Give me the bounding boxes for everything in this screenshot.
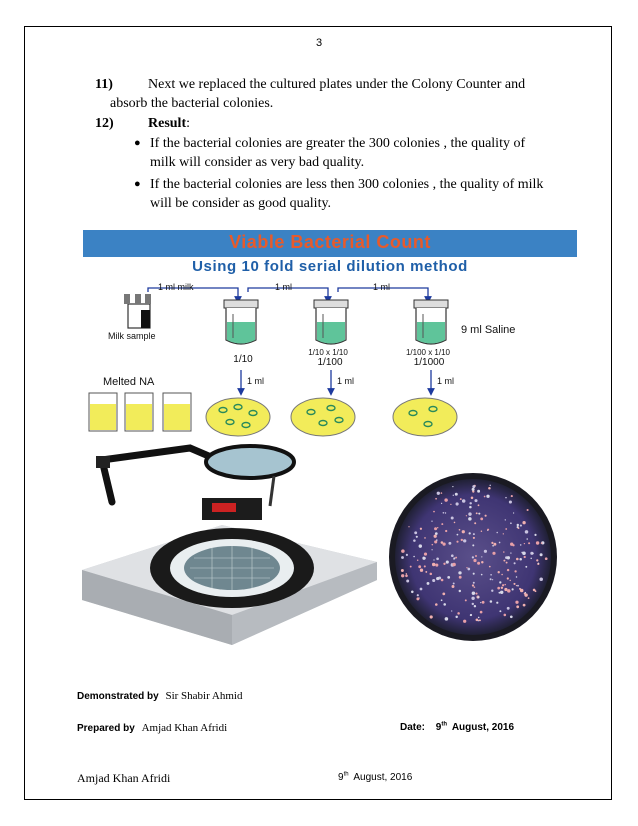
colony-dot bbox=[471, 597, 474, 600]
colony-dot bbox=[453, 495, 454, 496]
colony-dot bbox=[448, 542, 451, 545]
colony-dot bbox=[519, 558, 522, 561]
demonstrated-by bbox=[77, 690, 242, 702]
colony-dot bbox=[474, 605, 476, 607]
colony-dot bbox=[401, 574, 404, 577]
colony-dot bbox=[430, 615, 433, 618]
colony-dot bbox=[540, 553, 543, 556]
transfer-label: 1 ml bbox=[373, 282, 391, 292]
colony-dot bbox=[424, 565, 426, 567]
colony-dot bbox=[520, 589, 524, 593]
colony-dot bbox=[430, 573, 433, 576]
colony-dot bbox=[452, 585, 455, 588]
colony-dot bbox=[419, 544, 422, 547]
result-heading-text: Result bbox=[148, 116, 187, 131]
bullet-icon: ● bbox=[134, 137, 141, 149]
diagram-title: Viable Bacterial Count bbox=[229, 232, 431, 252]
colony-dot bbox=[462, 530, 465, 533]
colony-dot bbox=[460, 498, 462, 500]
colony-dot bbox=[472, 603, 474, 605]
colony-dot bbox=[535, 590, 537, 592]
plate-transfer-label: 1 ml bbox=[437, 376, 455, 386]
colony-dot bbox=[492, 545, 494, 547]
colony-dot bbox=[442, 542, 445, 545]
colony-dot bbox=[450, 504, 451, 505]
demonstrator-name: Sir Shabir Ahmid bbox=[165, 690, 243, 702]
colony-dot bbox=[545, 557, 548, 560]
dilution-label-1: 1/10 bbox=[233, 354, 253, 365]
colony-dot bbox=[445, 512, 446, 513]
colony-dot bbox=[514, 562, 516, 564]
date bbox=[400, 722, 514, 733]
colony-dot bbox=[463, 620, 466, 623]
colony-dot bbox=[445, 617, 449, 621]
colony-dot bbox=[424, 537, 426, 539]
colony-dot bbox=[452, 563, 456, 567]
footer-day: 9 bbox=[338, 772, 344, 783]
colony-counter-image bbox=[72, 440, 384, 652]
colony-dot bbox=[437, 527, 438, 528]
colony-dot bbox=[465, 599, 467, 601]
colony-dot bbox=[510, 580, 511, 581]
colony-dot bbox=[413, 539, 416, 542]
colony-dot bbox=[524, 593, 527, 596]
colony-dot bbox=[401, 549, 405, 553]
colony-dot bbox=[511, 495, 513, 497]
colony-dot bbox=[401, 569, 404, 572]
bullet-text-line: will be consider as good quality. bbox=[150, 196, 332, 211]
colony-dot bbox=[441, 492, 443, 494]
colony-dot bbox=[490, 574, 492, 576]
colony-dot bbox=[517, 524, 519, 526]
step-text-line: Next we replaced the cultured plates under the Colony Counter and bbox=[148, 77, 526, 92]
colony-dot bbox=[489, 566, 491, 568]
colony-dot bbox=[416, 597, 419, 600]
colony-dot bbox=[414, 531, 417, 534]
colony-dot bbox=[451, 554, 454, 557]
bullet-text-line: If the bacterial colonies are less then 300 colonies , the quality of milk bbox=[150, 177, 544, 192]
footer-day-suffix: th bbox=[343, 771, 349, 778]
colony-dot bbox=[536, 541, 539, 544]
colony-dot bbox=[499, 610, 501, 612]
colony-dot bbox=[470, 614, 472, 616]
petri-plate-3 bbox=[393, 398, 457, 436]
colony-dot bbox=[435, 564, 438, 567]
colony-dot bbox=[469, 502, 471, 504]
result-heading-colon: : bbox=[186, 116, 191, 131]
preparer-name: Amjad Khan Afridi bbox=[141, 722, 228, 734]
colony-dot bbox=[504, 584, 505, 585]
colony-dot bbox=[466, 515, 467, 516]
colony-dot bbox=[522, 521, 525, 524]
milk-sample-tube bbox=[124, 294, 151, 328]
colony-dot bbox=[539, 577, 543, 581]
colony-dot bbox=[502, 584, 504, 586]
colony-dot bbox=[437, 492, 440, 495]
colony-dot bbox=[496, 532, 498, 534]
bullet-icon: ● bbox=[134, 178, 141, 190]
dilution-calc-3: 1/100 x 1/10 bbox=[405, 348, 451, 357]
saline-tube-3 bbox=[414, 300, 448, 344]
colony-dot bbox=[532, 553, 534, 555]
colony-dot bbox=[422, 557, 425, 560]
colony-dot bbox=[433, 559, 434, 560]
colony-dot bbox=[515, 601, 518, 604]
dilution-label-3: 1/1000 bbox=[413, 357, 445, 368]
colony-dot bbox=[436, 577, 439, 580]
colony-dot bbox=[432, 544, 434, 546]
colony-dot bbox=[455, 493, 458, 496]
colony-dot bbox=[469, 532, 471, 534]
colony-dot bbox=[499, 592, 501, 594]
colony-dot bbox=[451, 517, 454, 520]
colony-dot bbox=[475, 555, 477, 557]
colony-dot bbox=[507, 569, 509, 571]
colony-dot bbox=[498, 571, 500, 573]
colony-dot bbox=[451, 610, 452, 611]
colony-dot bbox=[507, 577, 509, 579]
colony-dot bbox=[452, 486, 453, 487]
colony-dot bbox=[431, 549, 432, 550]
colony-dot bbox=[512, 588, 514, 590]
colony-dot bbox=[477, 490, 480, 493]
transfer-label: 1 ml bbox=[275, 282, 293, 292]
colony-dot bbox=[510, 522, 512, 524]
step-text-line: absorb the bacterial colonies. bbox=[110, 96, 274, 111]
colony-dot bbox=[493, 543, 496, 546]
step-number: 12) bbox=[95, 116, 114, 131]
colony-dot bbox=[435, 498, 437, 500]
colony-dot bbox=[518, 527, 520, 529]
colony-dot bbox=[427, 582, 430, 585]
colony-dot bbox=[526, 538, 528, 540]
colony-dot bbox=[466, 567, 467, 568]
prepared-by bbox=[77, 722, 227, 734]
colony-dot bbox=[458, 571, 461, 574]
colony-dot bbox=[481, 574, 483, 576]
colony-dot bbox=[467, 568, 470, 571]
colony-dot bbox=[436, 539, 438, 541]
colony-dot bbox=[478, 513, 480, 515]
colony-dot bbox=[490, 600, 493, 603]
plate-transfer-label: 1 ml bbox=[337, 376, 355, 386]
prepared-label: Prepared by bbox=[77, 723, 135, 734]
colony-dot bbox=[481, 561, 483, 563]
result-heading bbox=[148, 114, 190, 133]
petri-plate-1 bbox=[206, 398, 270, 436]
colony-dot bbox=[420, 588, 423, 591]
petri-dish-image bbox=[386, 470, 560, 644]
colony-dot bbox=[524, 556, 526, 558]
colony-dot bbox=[468, 517, 472, 521]
colony-dot bbox=[480, 518, 483, 521]
colony-dot bbox=[503, 551, 505, 553]
colony-dot bbox=[480, 602, 481, 603]
melted-na-label: Melted NA bbox=[103, 376, 155, 388]
colony-dot bbox=[478, 617, 480, 619]
colony-dot bbox=[420, 569, 423, 572]
colony-dot bbox=[492, 579, 493, 580]
colony-dot bbox=[443, 512, 445, 514]
colony-dot bbox=[472, 485, 475, 488]
colony-dot bbox=[474, 586, 476, 588]
colony-dot bbox=[513, 583, 515, 585]
colony-dot bbox=[416, 536, 418, 538]
colony-dot bbox=[456, 541, 458, 543]
colony-dot bbox=[469, 506, 472, 509]
colony-dot bbox=[443, 563, 445, 565]
colony-dot bbox=[453, 558, 455, 560]
colony-dot bbox=[503, 533, 504, 534]
colony-dot bbox=[459, 576, 462, 579]
colony-dot bbox=[481, 556, 482, 557]
colony-dot bbox=[487, 529, 489, 531]
colony-dot bbox=[457, 612, 460, 615]
colony-dot bbox=[401, 556, 404, 559]
milk-sample-label: Milk sample bbox=[108, 331, 156, 341]
colony-dot bbox=[528, 597, 530, 599]
colony-dot bbox=[536, 559, 538, 561]
colony-dot bbox=[417, 560, 418, 561]
colony-dot bbox=[441, 523, 443, 525]
colony-dot bbox=[525, 566, 527, 568]
plate-transfer-label: 1 ml bbox=[247, 376, 265, 386]
colony-dot bbox=[436, 557, 439, 560]
colony-dot bbox=[472, 544, 474, 546]
date-value: August, 2016 bbox=[451, 722, 515, 733]
colony-dot bbox=[513, 512, 514, 513]
colony-dot bbox=[420, 528, 422, 530]
colony-dot bbox=[446, 561, 449, 564]
colony-dot bbox=[506, 562, 508, 564]
colony-dot bbox=[405, 575, 408, 578]
bullet-text-line: If the bacterial colonies are greater the 300 colonies , the quality of bbox=[150, 136, 526, 151]
colony-dot bbox=[406, 580, 409, 583]
colony-dot bbox=[441, 503, 442, 504]
colony-dot bbox=[447, 576, 450, 579]
colony-dot bbox=[425, 571, 427, 573]
colony-dot bbox=[445, 530, 447, 532]
saline-tube-1 bbox=[224, 300, 258, 344]
colony-dot bbox=[480, 611, 483, 614]
colony-dot bbox=[499, 542, 501, 544]
colony-dot bbox=[435, 603, 438, 606]
colony-dot bbox=[468, 512, 471, 515]
colony-dot bbox=[410, 566, 412, 568]
colony-dot bbox=[481, 530, 482, 531]
colony-dot bbox=[501, 587, 503, 589]
colony-dot bbox=[523, 604, 526, 607]
colony-dot bbox=[514, 570, 516, 572]
colony-dot bbox=[472, 584, 474, 586]
colony-dot bbox=[477, 562, 480, 565]
colony-dot bbox=[504, 588, 507, 591]
colony-dot bbox=[459, 529, 461, 531]
colony-dot bbox=[474, 499, 477, 502]
colony-dot bbox=[478, 504, 480, 506]
colony-dot bbox=[434, 527, 437, 530]
colony-dot bbox=[538, 563, 539, 564]
colony-dot bbox=[525, 530, 529, 534]
diagram-subtitle: Using 10 fold serial dilution method bbox=[192, 258, 468, 275]
colony-dot bbox=[491, 542, 493, 544]
colony-dot bbox=[413, 556, 415, 558]
colony-dot bbox=[475, 593, 477, 595]
colony-dot bbox=[524, 543, 525, 544]
serial-dilution-diagram bbox=[83, 230, 577, 440]
colony-dot bbox=[516, 558, 519, 561]
colony-dot bbox=[479, 619, 481, 621]
colony-dot bbox=[505, 497, 507, 499]
colony-dot bbox=[504, 614, 507, 617]
colony-dot bbox=[433, 511, 435, 513]
bullet-text-line: milk will consider as very bad quality. bbox=[150, 155, 365, 170]
colony-dot bbox=[455, 616, 457, 618]
colony-dot bbox=[485, 515, 487, 517]
colony-dot bbox=[527, 509, 529, 511]
colony-dot bbox=[484, 496, 486, 498]
colony-dot bbox=[455, 557, 457, 559]
step-number: 11) bbox=[95, 77, 113, 92]
colony-dot bbox=[507, 556, 510, 559]
colony-dot bbox=[435, 532, 438, 535]
colony-dot bbox=[411, 591, 414, 594]
colony-dot bbox=[456, 502, 459, 505]
demonstrated-label: Demonstrated by bbox=[77, 691, 159, 702]
colony-dot bbox=[431, 521, 432, 522]
colony-dot bbox=[497, 587, 500, 590]
footer-date-value: August, 2016 bbox=[353, 772, 413, 783]
colony-dot bbox=[507, 589, 511, 593]
colony-dot bbox=[444, 498, 447, 501]
colony-dot bbox=[516, 576, 517, 577]
date-suffix: th bbox=[441, 721, 448, 728]
colony-dot bbox=[492, 552, 495, 555]
colony-dot bbox=[473, 533, 475, 535]
colony-dot bbox=[461, 539, 463, 541]
colony-dot bbox=[486, 495, 489, 498]
colony-dot bbox=[473, 559, 476, 562]
petri-plate-2 bbox=[291, 398, 355, 436]
colony-dot bbox=[522, 552, 526, 556]
colony-dot bbox=[510, 615, 513, 618]
colony-dot bbox=[496, 602, 498, 604]
colony-dot bbox=[516, 585, 517, 586]
colony-dot bbox=[491, 590, 493, 592]
colony-dot bbox=[507, 607, 510, 610]
colony-dot bbox=[482, 601, 485, 604]
colony-dot bbox=[500, 591, 503, 594]
colony-dot bbox=[472, 488, 475, 491]
colony-dot bbox=[476, 512, 478, 514]
colony-dot bbox=[505, 519, 506, 520]
colony-dot bbox=[417, 594, 419, 596]
colony-dot bbox=[472, 592, 475, 595]
colony-dot bbox=[490, 578, 492, 580]
dilution-calc-2: 1/10 x 1/10 bbox=[308, 348, 348, 357]
dilution-label-2: 1/100 bbox=[317, 357, 343, 368]
colony-dot bbox=[459, 590, 461, 592]
colony-dot bbox=[477, 596, 479, 598]
colony-dot bbox=[463, 539, 466, 542]
colony-dot bbox=[510, 543, 513, 546]
colony-dot bbox=[520, 525, 522, 527]
colony-dot bbox=[534, 534, 536, 536]
colony-dot bbox=[505, 528, 507, 530]
transfer-label: 1 ml milk bbox=[158, 282, 194, 292]
colony-dot bbox=[509, 500, 512, 503]
page-footer-date bbox=[338, 772, 412, 783]
colony-dot bbox=[530, 558, 531, 559]
saline-label: 9 ml Saline bbox=[461, 324, 516, 336]
colony-dot bbox=[471, 497, 474, 500]
colony-dot bbox=[510, 552, 511, 553]
colony-dot bbox=[454, 522, 456, 524]
colony-dot bbox=[541, 542, 543, 544]
colony-dot bbox=[432, 579, 435, 582]
page-footer-author: Amjad Khan Afridi bbox=[77, 771, 171, 785]
colony-dot bbox=[424, 553, 427, 556]
colony-dot bbox=[499, 581, 501, 583]
colony-dot bbox=[462, 499, 466, 503]
colony-dot bbox=[434, 535, 437, 538]
colony-dot bbox=[516, 605, 519, 608]
colony-dot bbox=[488, 487, 491, 490]
colony-dot bbox=[432, 563, 435, 566]
saline-tube-2 bbox=[314, 300, 348, 344]
colony-dot bbox=[442, 593, 445, 596]
colony-dot bbox=[476, 618, 479, 621]
colony-dot bbox=[441, 599, 443, 601]
colony-dot bbox=[473, 582, 475, 584]
colony-dot bbox=[457, 534, 459, 536]
date-day: 9 bbox=[435, 722, 442, 733]
colony-dot bbox=[474, 522, 476, 524]
colony-dot bbox=[520, 544, 522, 546]
colony-dot bbox=[528, 542, 530, 544]
agar-beakers bbox=[89, 393, 191, 431]
colony-dot bbox=[472, 556, 474, 558]
colony-dot bbox=[406, 573, 407, 574]
colony-dot bbox=[517, 585, 519, 587]
page-number: 3 bbox=[315, 37, 323, 49]
colony-dot bbox=[408, 526, 409, 527]
date-label: Date: bbox=[400, 722, 426, 733]
colony-dot bbox=[443, 603, 446, 606]
colony-dot bbox=[406, 554, 408, 556]
colony-dot bbox=[473, 573, 475, 575]
colony-dot bbox=[489, 485, 490, 486]
colony-dot bbox=[484, 550, 487, 553]
colony-dot bbox=[441, 579, 444, 582]
colony-dot bbox=[453, 583, 455, 585]
colony-dot bbox=[503, 560, 505, 562]
colony-dot bbox=[418, 565, 421, 568]
colony-dot bbox=[501, 574, 503, 576]
colony-dot bbox=[473, 537, 475, 539]
